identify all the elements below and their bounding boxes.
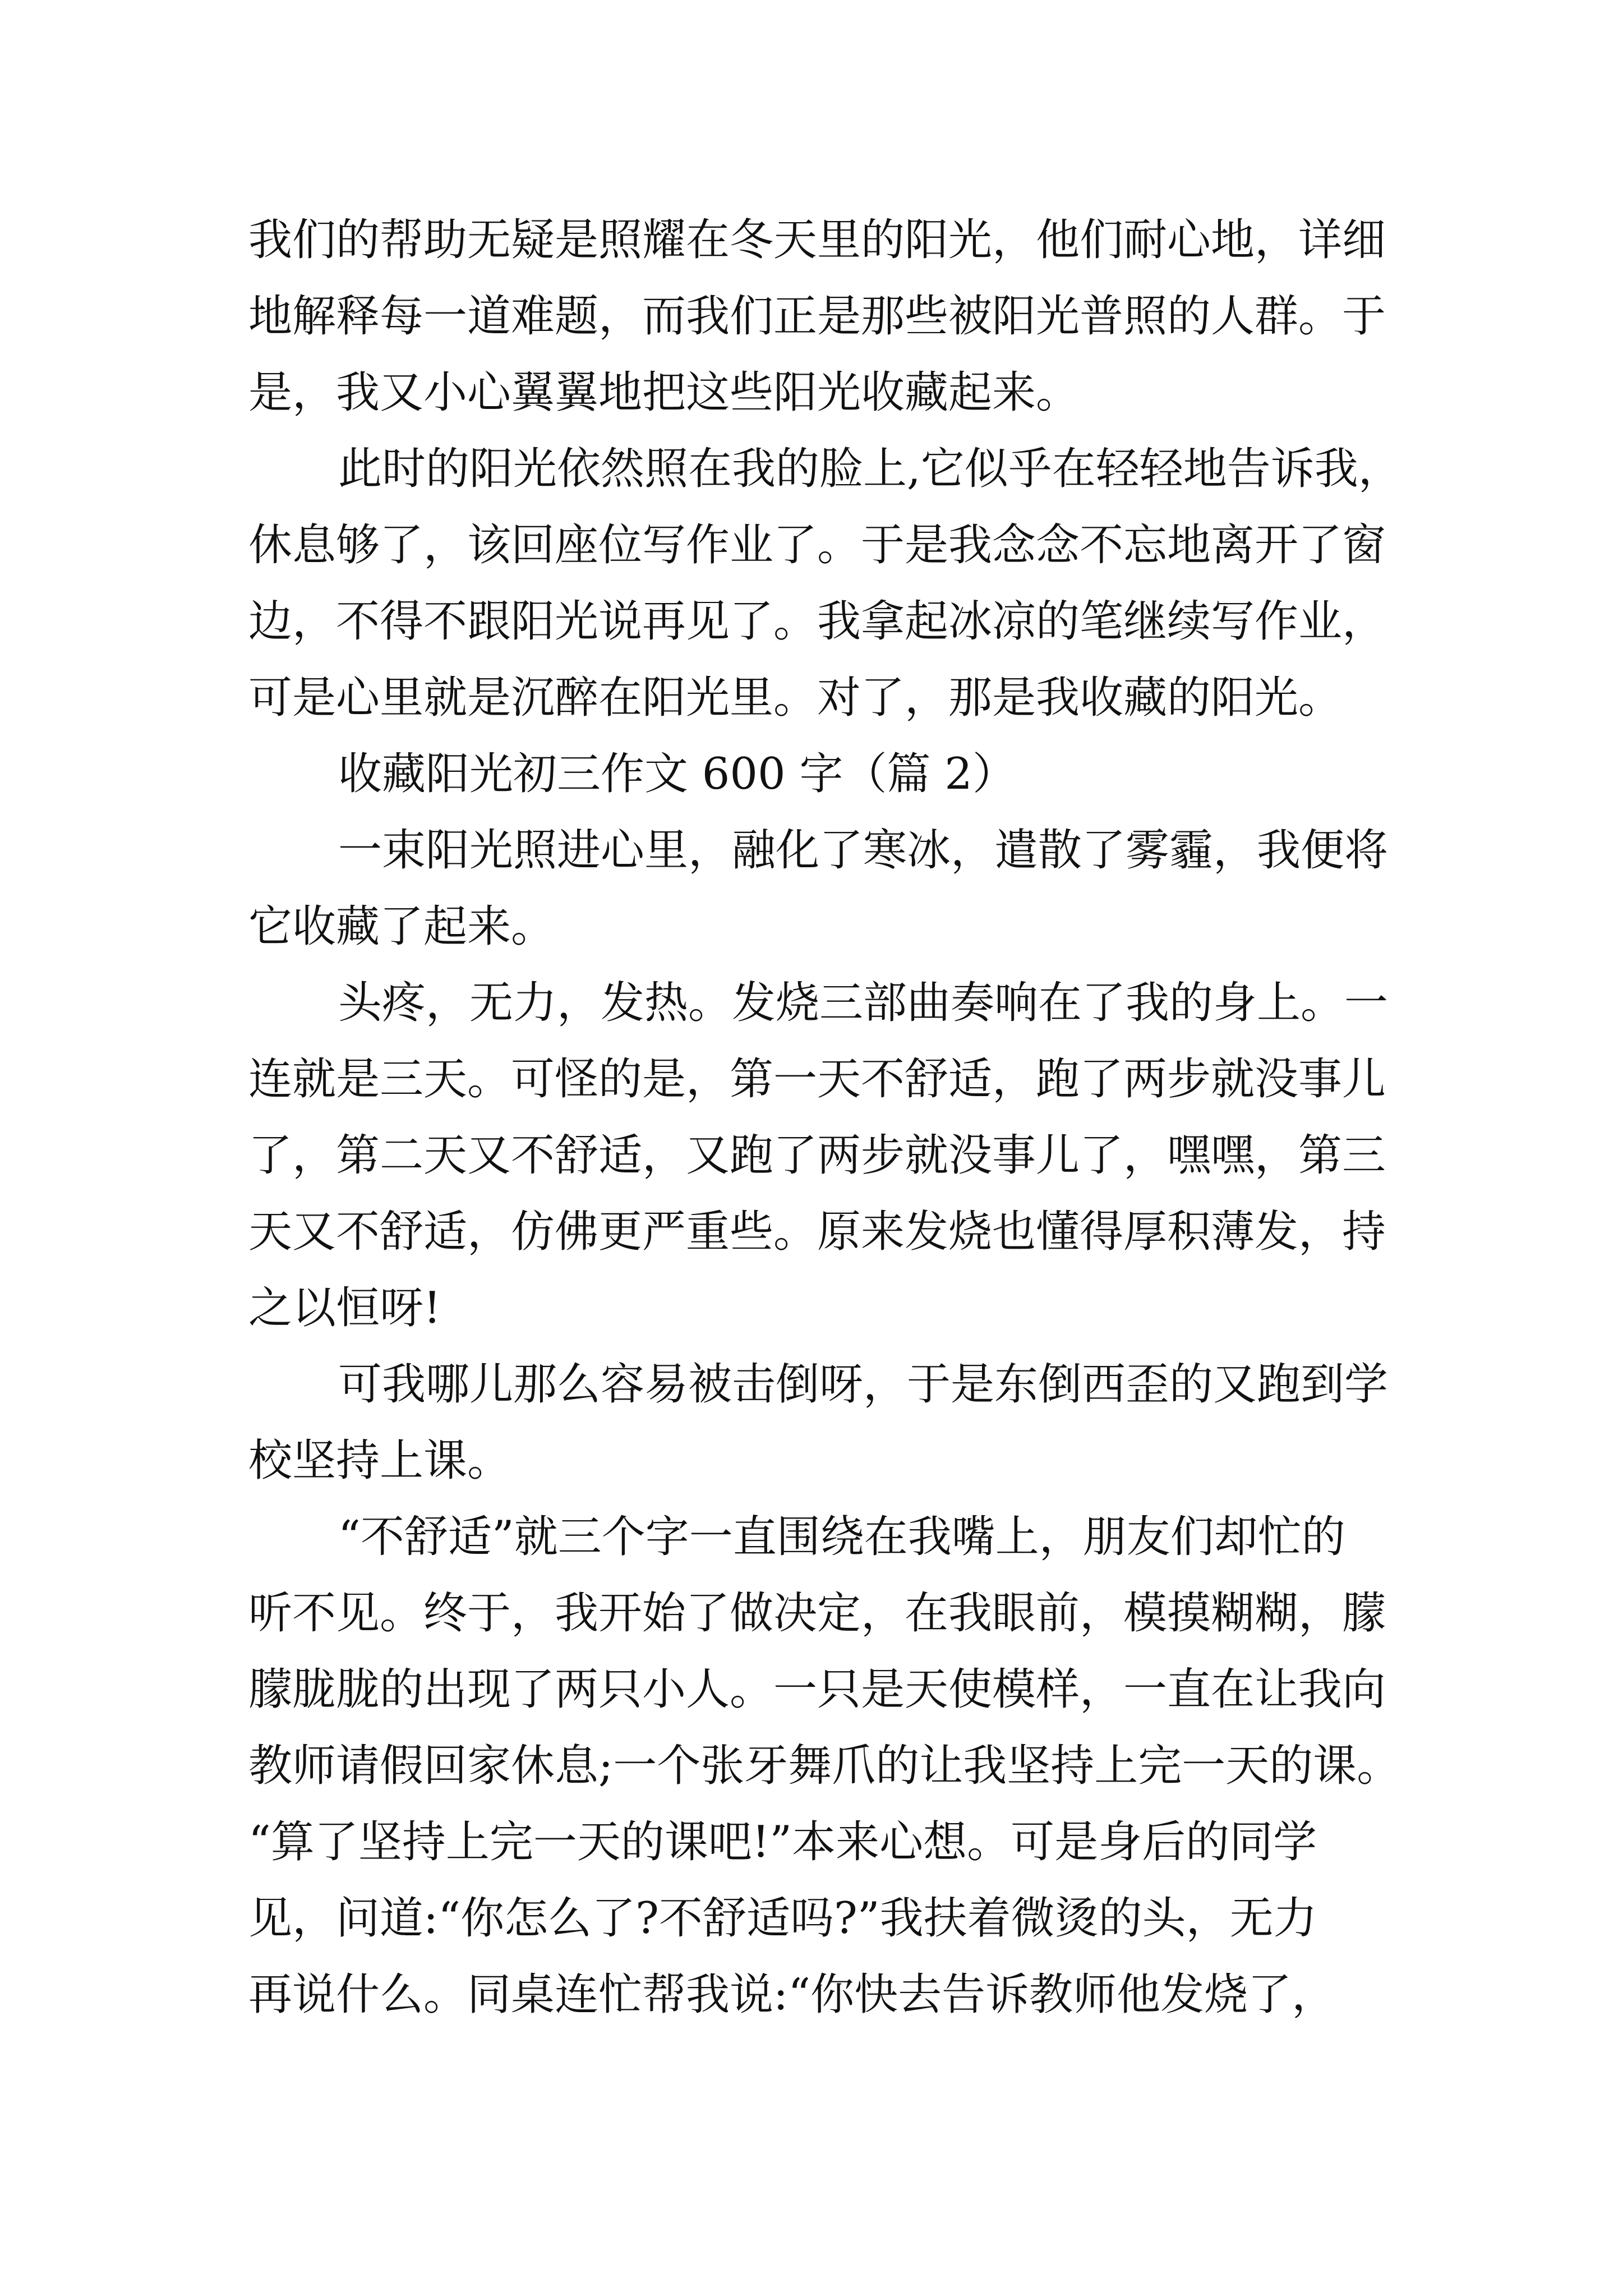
text-line: 校坚持上课。 (248, 1435, 511, 1486)
text-line: 收藏阳光初三作文 600 字（篇 2） (338, 749, 1016, 799)
text-line: 头疼，无力，发热。发烧三部曲奏响在了我的身上。一 (338, 978, 1389, 1028)
text-line: 边，不得不跟阳光说再见了。我拿起冰凉的笔继续写作业， (248, 596, 1386, 647)
text-line: 之以恒呀! (248, 1283, 441, 1333)
text-line: 见，问道:“你怎么了?不舒适吗?”我扶着微烫的头，无力 (248, 1893, 1317, 1944)
text-line: 听不见。终于，我开始了做决定，在我眼前，模摸糊糊，朦 (248, 1588, 1386, 1639)
text-line: 天又不舒适，仿佛更严重些。原来发烧也懂得厚积薄发，持 (248, 1207, 1386, 1257)
text-line: 了，第二天又不舒适，又跑了两步就没事儿了，嘿嘿，第三 (248, 1130, 1386, 1181)
text-line: 休息够了，该回座位写作业了。于是我念念不忘地离开了窗 (248, 520, 1386, 570)
essay-body (248, 202, 1443, 2033)
text-line: 朦胧胧的出现了两只小人。一只是天使模样，一直在让我向 (248, 1664, 1386, 1715)
text-line: 地解释每一道难题，而我们正是那些被阳光普照的人群。于 (248, 291, 1386, 342)
text-line: 连就是三天。可怪的是，第一天不舒适，跑了两步就没事儿 (248, 1054, 1386, 1105)
text-line: 我们的帮助无疑是照耀在冬天里的阳光，他们耐心地，详细 (248, 215, 1386, 265)
text-line: 再说什么。同桌连忙帮我说:“你快去告诉教师他发烧了， (248, 1970, 1336, 2020)
text-line: “算了坚持上完一天的课吧!”本来心想。可是身后的同学 (248, 1817, 1317, 1867)
text-line: 它收藏了起来。 (248, 901, 555, 952)
text-line: “不舒适”就三个字一直围绕在我嘴上，朋友们却忙的 (338, 1512, 1345, 1562)
text-line: 可我哪儿那么容易被击倒呀，于是东倒西歪的又跑到学 (338, 1359, 1389, 1410)
text-line: 是，我又小心翼翼地把这些阳光收藏起来。 (248, 367, 1080, 418)
text-line: 教师请假回家休息;一个张牙舞爪的让我坚持上完一天的课。 (248, 1741, 1401, 1791)
text-line: 可是心里就是沉醉在阳光里。对了，那是我收藏的阳光。 (248, 673, 1343, 723)
text-line: 此时的阳光依然照在我的脸上,它似乎在轻轻地告诉我， (338, 444, 1402, 494)
text-line: 一束阳光照进心里，融化了寒冰，遣散了雾霾，我便将 (338, 825, 1389, 876)
